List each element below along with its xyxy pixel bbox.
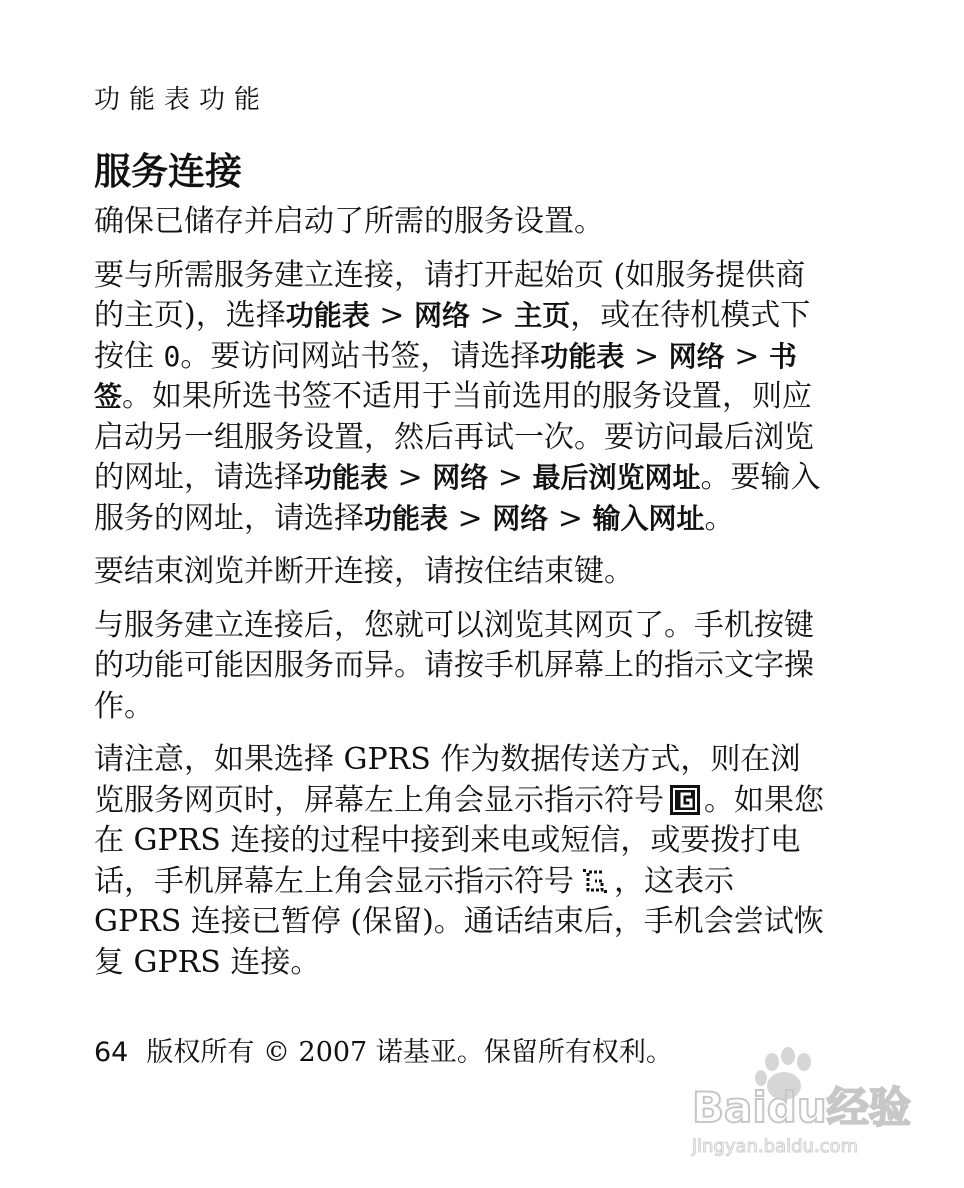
text-run: 。 xyxy=(704,500,735,536)
key-label: 0 xyxy=(163,339,181,373)
paragraph-settings: 确保已储存并启动了所需的服务设置。 xyxy=(94,204,604,239)
page-title: 服务连接 xyxy=(94,150,242,193)
page-footer xyxy=(94,1035,673,1071)
section-label: 功能表功能 xyxy=(94,85,270,115)
menu-separator: > xyxy=(488,460,533,495)
menu-separator: > xyxy=(369,298,414,333)
menu-path-item: 网络 xyxy=(432,461,489,494)
paragraph-browsing: 与服务建立连接后，您就可以浏览其网页了。手机按键的功能可能因服务而异。请按手机屏幕上的指示文字操作。 xyxy=(94,607,814,724)
menu-separator: > xyxy=(548,500,593,536)
menu-separator: > xyxy=(469,298,515,333)
menu-path-item: 功能表 xyxy=(540,339,625,373)
text-run: ，这表示 GPRS 连接已暂停 (保留)。通话结束后，手机会尝试恢复 GPRS 连接。 xyxy=(94,863,824,980)
menu-separator: > xyxy=(624,338,669,374)
watermark-brand: Baidu经验 xyxy=(692,1083,911,1132)
copyright-notice: 版权所有 © 2007 诺基亚。保留所有权利。 xyxy=(146,1037,673,1068)
menu-path-item: 书签 xyxy=(94,339,797,413)
menu-path-item: 主页 xyxy=(514,299,571,332)
menu-separator: > xyxy=(388,460,433,495)
menu-path-item: 功能表 xyxy=(364,501,449,535)
text-run: 。如果所选书签不适用于当前选用的服务设置，则应启动另一组服务设置，然后再试一次。要访问最后浏览的网址，请选择 xyxy=(94,379,814,495)
menu-path-item: 输入网址 xyxy=(592,501,705,535)
text-run: 。要输入服务的网址，请选择 xyxy=(94,460,821,536)
baidu-jingyan-watermark xyxy=(672,1040,912,1160)
text-run: 。要访问网站书签，请选择 xyxy=(180,338,541,374)
text-run: 。如果您在 GPRS 连接的过程中接到来电或短信，或要拨打电话，手机屏幕左上角会显示指示符号 xyxy=(94,782,824,899)
paragraph-disconnect: 要结束浏览并断开连接，请按住结束键。 xyxy=(94,554,634,589)
text-run: 要与所需服务建立连接，请打开起始页 (如服务提供商的主页)，选择 xyxy=(94,257,806,333)
watermark-url: jingyan.baidu.com xyxy=(692,1136,859,1157)
gprs-suspended-icon xyxy=(580,866,610,896)
body-text xyxy=(94,202,830,996)
menu-path-item: 最后浏览网址 xyxy=(532,461,701,494)
menu-path-item: 网络 xyxy=(668,339,725,373)
menu-path-item: 网络 xyxy=(413,299,470,332)
page-number: 64 xyxy=(94,1037,129,1068)
menu-path-item: 功能表 xyxy=(285,299,370,332)
paragraph-connect xyxy=(94,256,830,540)
paragraph-gprs xyxy=(94,740,830,983)
gprs-active-icon xyxy=(670,785,700,815)
menu-separator: > xyxy=(448,500,493,536)
menu-path-item: 网络 xyxy=(492,501,549,535)
text-run: ，或在待机模式下按住 xyxy=(94,298,811,374)
text-run: 请注意，如果选择 GPRS 作为数据传送方式，则在浏览服务网页时，屏幕左上角会显示指示符号 xyxy=(94,742,801,818)
menu-separator: > xyxy=(724,338,769,374)
menu-path-item: 功能表 xyxy=(304,461,389,494)
